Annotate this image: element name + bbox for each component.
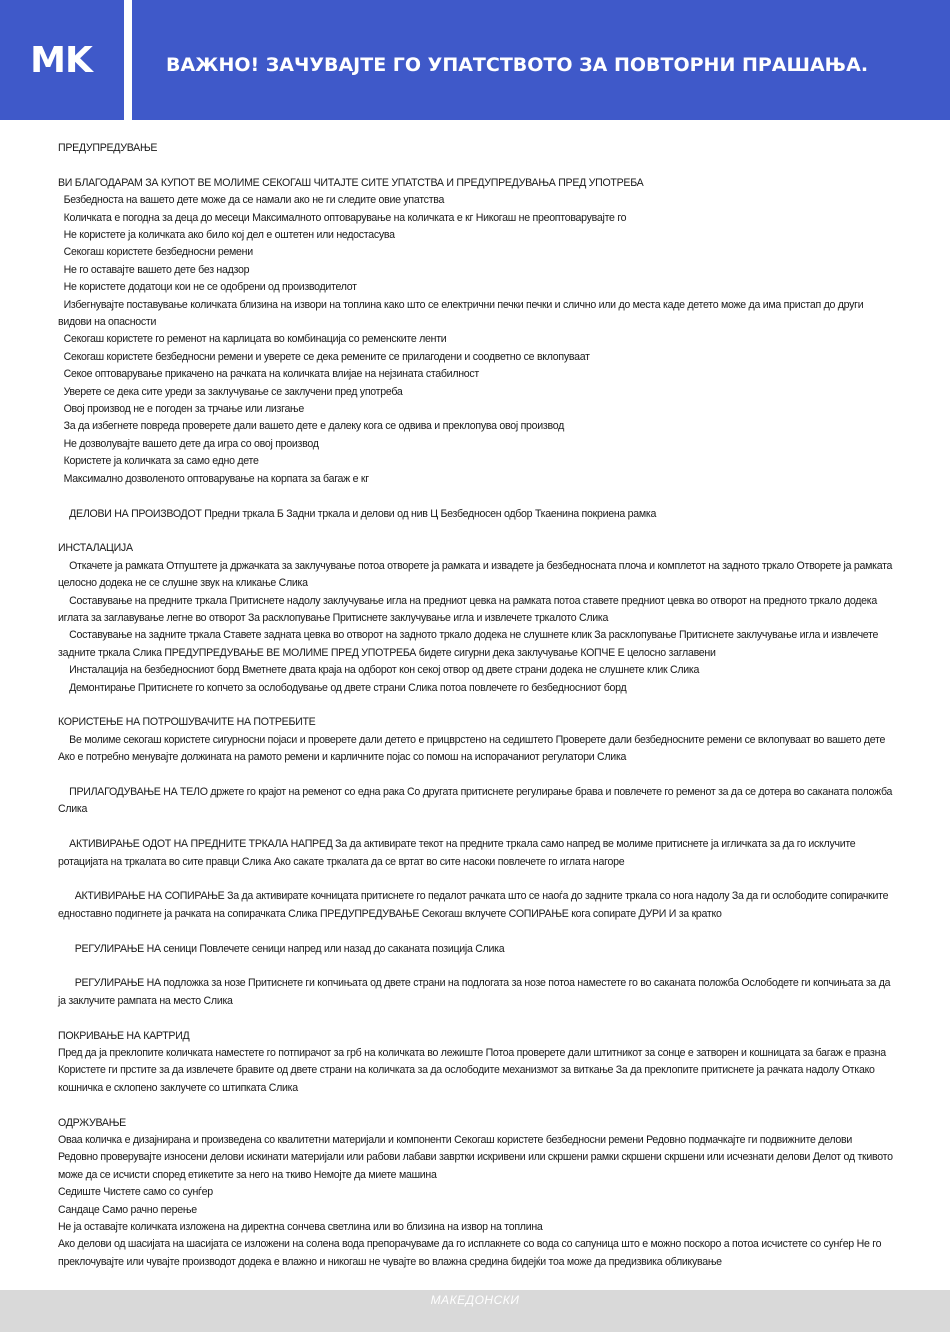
paragraph-spacer [58, 923, 894, 940]
section-heading: ВИ БЛАГОДАРАМ ЗА КУПОТ ВЕ МОЛИМЕ СЕКОГАШ ЧИТАЈТЕ СИТЕ УПАТСТВА И ПРЕДУПРЕДУВАЊА ПРЕД УПОТРЕБА [58, 176, 644, 189]
paragraph-spacer [58, 157, 894, 174]
paragraph-spacer [58, 523, 894, 540]
paragraph: Оваа количка е дизајнирана и произведена со квалитетни материјали и компоненти Секогаш користете безбедносни ремени Редовно подмачкајте ги подвижните делови Редовно проверувајте износени делови искинати материјали или рабови лабави завртки искривени или скршени рамки скршени скршени или исчезнати делови Делот од ткивото може да се исчисти според етикетите за него на ткиво Немојте да миете машина [58, 1133, 893, 1181]
language-label: МАКЕДОНСКИ [430, 1293, 520, 1307]
paragraph: РЕГУЛИРАЊЕ НА подложка за нозе Притиснете ги копчињата од двете страни на подлогата за нозе потоа наместете го во саканата положба Ослободете ги копчињата за да ја заклучите рампата на место Слика [58, 977, 891, 1007]
instructions-body [58, 140, 894, 1271]
paragraph: Не го оставајте вашето дете без надзор [63, 263, 250, 276]
paragraph: Ве молиме секогаш користете сигурносни појаси и проверете дали детето е прицврстено на седиштето Проверете дали безбедносните ремени се вклопуваат во вашето дете Ако е потребно менувајте должината на рамото ремени и карличните појас со помош на испорачаниот регулатори Слика [58, 733, 886, 764]
paragraph-spacer [58, 488, 894, 505]
paragraph: Овој производ не е погоден за трчање или лизгање [63, 403, 305, 416]
paragraph: Секогаш користете го ременот на карлицата во комбинација со ременските ленти [63, 333, 447, 346]
paragraph: Количката е погодна за деца до месеци Максималното оптоварување на количката е кг Никогаш не преоптоварувајте го [63, 211, 627, 224]
footer-bar [0, 1290, 950, 1332]
paragraph: АКТИВИРАЊЕ НА СОПИРАЊЕ За да активирате кочницата притиснете го педалот рачката што се наоѓа до задните тркала со нога надолу За да ги ослободите сопирачките едноставно подигнете ја рачката на сопирачката Слика ПРЕДУПРЕДУВАЊЕ Секогаш вклучете СОПИРАЊЕ кога сопирате ДУРИ И за кратко [58, 890, 889, 920]
section-heading: ПРЕДУПРЕДУВАЊЕ [58, 142, 158, 154]
header-banner [0, 0, 950, 120]
paragraph: Не дозволувајте вашето дете да игра со овој производ [63, 437, 319, 450]
paragraph: Инсталација на безбедносниот борд Вметнете двата краја на одборот кон секој отвор од двете страни додека не слушнете клик Слика [69, 664, 700, 677]
paragraph-spacer [58, 767, 894, 784]
paragraph: Составување на предните тркала Притиснете надолу заклучување игла на предниот цевка на рамката потоа ставете предниот цевка во отворот на предното тркало додека иглата за заглавување легне во отворот За расклопување Притиснете заклучување игла и извлечете тркалото Слика [58, 594, 877, 624]
header-title: ВАЖНО! ЗАЧУВАЈТЕ ГО УПАТСТВОТО ЗА ПОВТОРНИ ПРАШАЊА. [166, 54, 869, 76]
paragraph: Не користете додатоци кои не се одобрени од производителот [63, 281, 357, 294]
paragraph: Составување на задните тркала Ставете задната цевка во отворот на задното тркало додека не слушнете клик За расклопување Притиснете заклучување игла и извлечете задните тркала Слика ПРЕДУПРЕДУВАЊЕ ВЕ МОЛИМЕ ПРЕД УПОТРЕБА бидете сигурни дека заклучување КОПЧЕ Е целосно заглавени [58, 629, 879, 659]
paragraph-spacer [58, 958, 894, 975]
paragraph: Избегнувајте поставување количката близина на извори на топлина како што се електрични печки печки и слично или до места каде детето може да има пристап до други видови на опасности [58, 298, 864, 329]
paragraph: АКТИВИРАЊЕ ОДОТ НА ПРЕДНИТЕ ТРКАЛА НАПРЕД За да активирате текот на предните тркала само напред ве молиме притиснете ја игличката за да го исклучите ротацијата на тркалата во сите правци Слика Ако сакате тркалата да се вртат во сите насоки повлечете го иглата нагоре [58, 838, 856, 868]
paragraph-spacer [58, 1010, 894, 1027]
paragraph-spacer [58, 697, 894, 714]
paragraph: Не ја оставајте количката изложена на директна сончева светлина или во близина на извор на топлина [58, 1221, 543, 1234]
header-divider [124, 0, 132, 120]
paragraph: Седиште Чистете само со сунѓер [58, 1186, 213, 1199]
section-heading: КОРИСТЕЊЕ НА ПОТРОШУВАЧИТЕ НА ПОТРЕБИТЕ [58, 716, 316, 729]
paragraph: Секогаш користете безбедносни ремени и уверете се дека ремените се прилагодени и соодветно се вклопуваат [63, 350, 590, 363]
section-heading: ОДРЖУВАЊЕ [58, 1116, 126, 1129]
paragraph: Ако делови од шасијата на шасијата се изложени на солена вода препорачуваме да го исплакнете со вода со сапуница што е можно поскоро а потоа исчистете со сунѓер Не го преклочувајте или чувајте производот додека е влажно и никогаш не чувајте во влажна средина бидејќи тоа може да предизвика обликување [58, 1238, 882, 1268]
paragraph: ПРИЛАГОДУВАЊЕ НА ТЕЛО држете го крајот на ременот со една рака Со другата притиснете регулирање брава и повлечете го ременот за да се дотера во саканата положба Слика [58, 785, 893, 816]
paragraph-spacer [58, 819, 894, 836]
paragraph: За да избегнете повреда проверете дали вашето дете е далеку кога се одвива и преклопува овој производ [63, 420, 564, 433]
paragraph: Пред да ја преклопите количката наместете го потпирачот за грб на количката во лежиште Потоа проверете дали штитникот за сонце е затворен и кошницата за багаж е празна Користете ги прстите за да извлечете бравите од двете страни на количката за да ослободите механизмот за виткање За да преклопите притиснете ја рачката надолу Откако кошничка е склопено заклучете со штипката Слика [58, 1046, 886, 1094]
paragraph: Безбедноста на вашето дете може да се намали ако не ги следите овие упатства [63, 194, 445, 207]
paragraph: РЕГУЛИРАЊЕ НА сеници Повлечете сеници напред или назад до саканата позиција Слика [74, 942, 505, 955]
paragraph: Уверете се дека сите уреди за заклучување се заклучени пред употреба [63, 385, 403, 398]
paragraph: Откачете ја рамката Отпуштете ја држачката за заклучување потоа отворете ја рамката и извадете ја безбедносната плоча и комплетот на задното тркало Отворете ја рамката целосно додека не се слушне звук на кликање Слика [58, 559, 893, 590]
section-heading: ИНСТАЛАЦИЈА [58, 542, 133, 555]
paragraph: ДЕЛОВИ НА ПРОИЗВОДОТ Предни тркала Б Задни тркала и делови од нив Ц Безбедносен одбор Ткаенина покриена рамка [69, 507, 657, 520]
paragraph: Сандаце Само рачно перење [58, 1203, 197, 1216]
paragraph: Не користете ја количката ако било кој дел е оштетен или недостасува [63, 229, 395, 242]
paragraph: Демонтирање Притиснете го копчето за ослободување од двете страни Слика потоа повлечете го безбедносниот борд [69, 681, 627, 694]
paragraph: Секое оптоварување прикачено на рачката на количката влијае на нејзината стабилност [63, 368, 479, 381]
section-heading: ПОКРИВАЊЕ НА КАРТРИД [58, 1029, 190, 1042]
paragraph-spacer [58, 871, 894, 888]
paragraph: Користете ја количката за само едно дете [63, 455, 259, 468]
paragraph: Максимално дозволеното оптоварување на корпата за багаж е кг [63, 472, 369, 485]
paragraph: Секогаш користете безбедносни ремени [63, 246, 253, 259]
paragraph-spacer [58, 1097, 894, 1114]
mk-logo: MK [30, 39, 92, 81]
